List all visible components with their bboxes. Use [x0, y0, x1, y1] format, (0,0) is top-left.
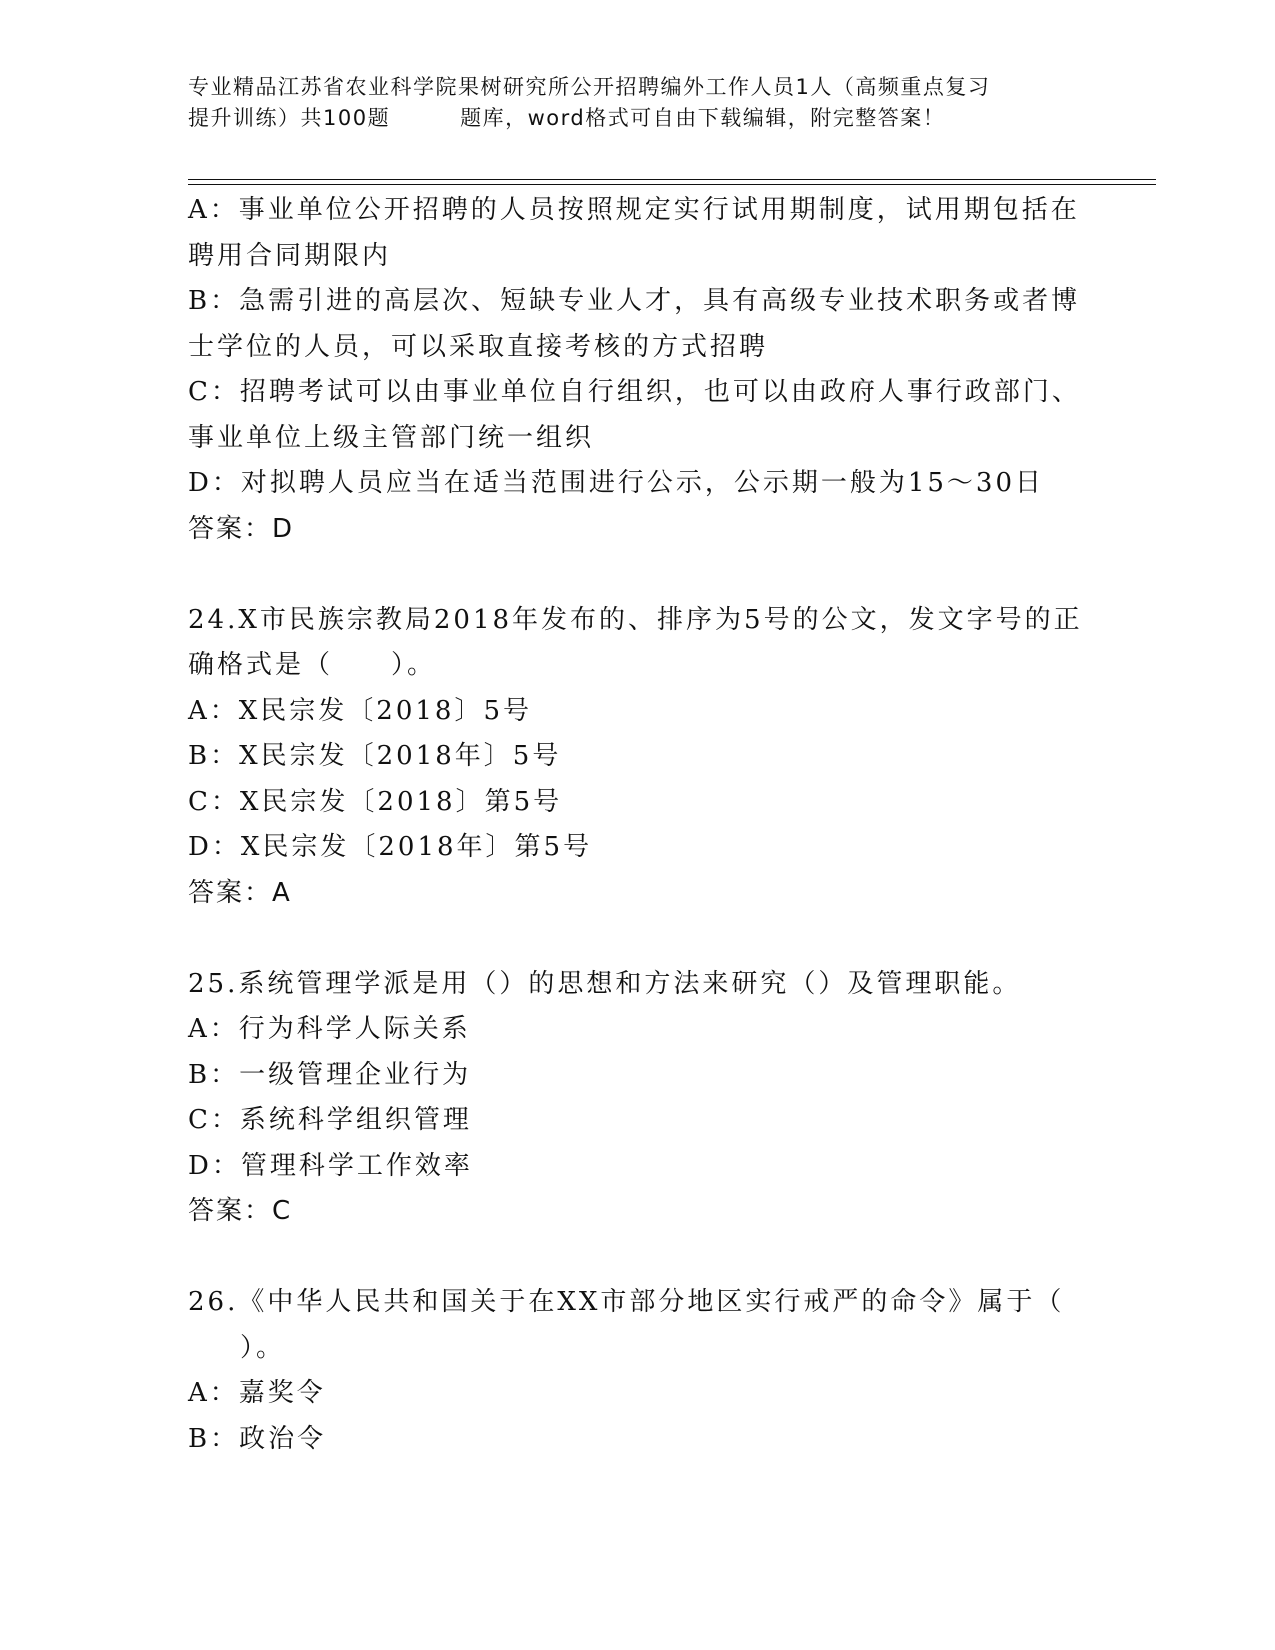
q25-option-c: C：系统科学组织管理 [188, 1105, 472, 1135]
q23-option-c-line2: 事业单位上级主管部门统一组织 [188, 422, 595, 453]
header-line-1: 专业精品江苏省农业科学院果树研究所公开招聘编外工作人员1人（高频重点复习 [188, 75, 991, 99]
q23-option-a-line2: 聘用合同期限内 [188, 240, 392, 271]
q23-option-c-line1: C：招聘考试可以由事业单位自行组织，也可以由政府人事行政部门、 [188, 377, 1081, 407]
question-gap [188, 552, 1088, 598]
q25-option-d: D：管理科学工作效率 [188, 1150, 473, 1181]
header-line-2-right: 题库，word格式可自由下载编辑，附完整答案！ [460, 106, 946, 130]
q26-stem-line2: ）。 [240, 1332, 286, 1363]
question-gap [188, 916, 1088, 962]
q23-option-d: D：对拟聘人员应当在适当范围进行公示，公示期一般为15～30日 [188, 468, 1045, 498]
question-26 [188, 1280, 1088, 1462]
q24-option-d: D：X民宗发〔2018年〕第5号 [188, 832, 593, 862]
q24-answer: 答案：A [188, 877, 292, 908]
q26-option-a: A：嘉奖令 [188, 1378, 326, 1408]
q23-answer: 答案：D [188, 513, 295, 544]
q24-stem-line1: 24.X市民族宗教局2018年发布的、排序为5号的公文，发文字号的正 [188, 604, 1083, 635]
question-25 [188, 962, 1088, 1235]
q24-option-a: A：X民宗发〔2018〕5号 [188, 695, 532, 726]
header-divider-top [188, 179, 1156, 180]
header-divider-bottom [188, 184, 1156, 185]
q23-option-b-line1: B：急需引进的高层次、短缺专业人才，具有高级专业技术职务或者博 [188, 286, 1081, 316]
q23-option-a-line1: A：事业单位公开招聘的人员按照规定实行试用期制度，试用期包括在 [188, 195, 1080, 225]
q23-option-b-line2: 士学位的人员，可以采取直接考核的方式招聘 [188, 331, 769, 362]
q25-option-a: A：行为科学人际关系 [188, 1014, 471, 1044]
question-gap [188, 1235, 1088, 1281]
q25-answer: 答案：C [188, 1196, 293, 1226]
question-24 [188, 598, 1088, 917]
header-line-2 [188, 103, 1088, 134]
q26-option-b: B：政治令 [188, 1423, 327, 1454]
q24-option-c: C：X民宗发〔2018〕第5号 [188, 786, 563, 817]
question-23 [188, 188, 1088, 552]
q25-stem: 25.系统管理学派是用（）的思想和方法来研究（）及管理职能。 [188, 968, 1022, 999]
q24-option-b: B：X民宗发〔2018年〕5号 [188, 741, 562, 771]
document-header [188, 72, 1088, 134]
q24-stem-line2: 确格式是（ ）。 [188, 650, 437, 680]
q26-stem-line1: 26.《中华人民共和国关于在XX市部分地区实行戒严的命令》属于（ [188, 1287, 1065, 1317]
q25-option-b: B：一级管理企业行为 [188, 1059, 472, 1090]
header-line-2-left: 提升训练）共100题 [188, 106, 391, 130]
question-list [188, 188, 1088, 1462]
